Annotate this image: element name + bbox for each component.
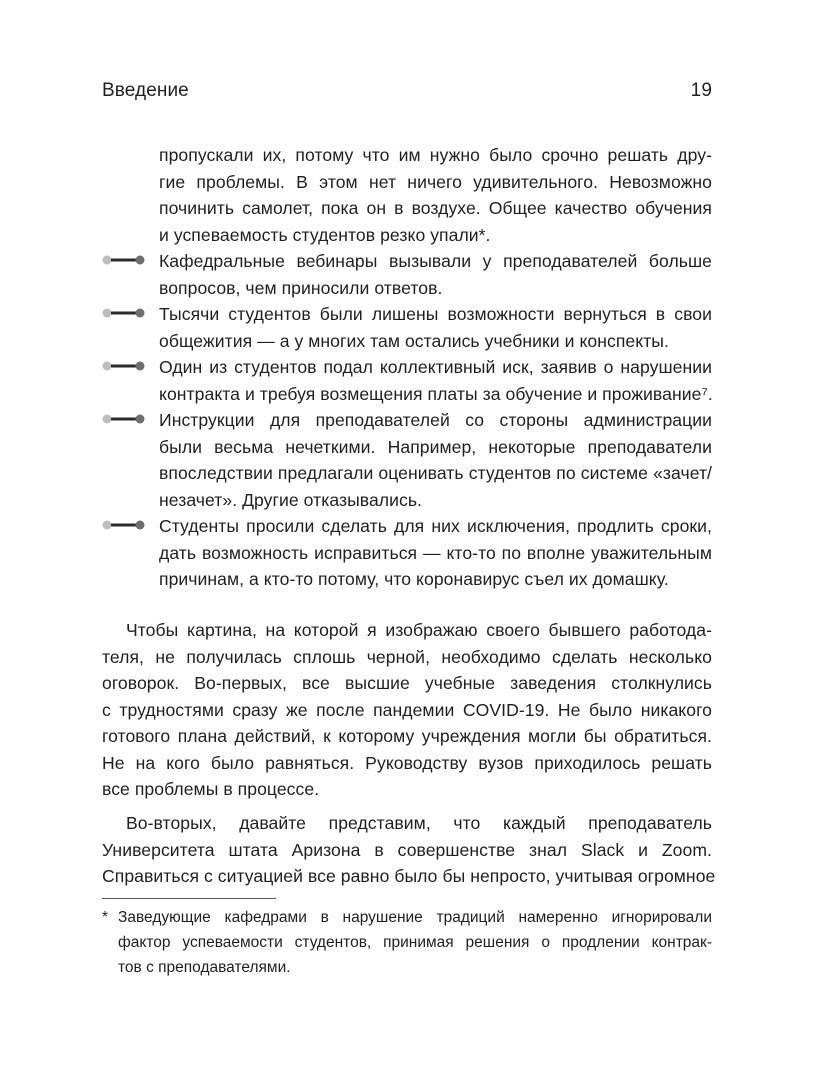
bullet-text-line: дать возможность исправиться — кто-то по вполне уважительным <box>159 542 712 563</box>
text-line: пропускали их, потому что им нужно было срочно решать дру- <box>159 145 712 165</box>
text-line: Во-вторых, давайте представим, что каждый преподаватель <box>126 813 712 833</box>
bullet-text-line: вопросов, чем приносили ответов. <box>159 277 443 298</box>
bullet-text-line: были весьма нечеткими. Например, некоторые преподаватели <box>159 436 712 457</box>
body-paragraph <box>102 810 716 890</box>
text-line: готового плана действий, к которому учреждения могли бы обратиться. <box>102 726 712 746</box>
bullet-dot-bar-icon <box>102 413 150 425</box>
bullet-text-line: Тысячи студентов были лишены возможности вернуться в свои <box>159 304 712 324</box>
text-line: и успеваемость студентов резко упали*. <box>159 224 491 245</box>
footnote-marker: * <box>102 909 109 926</box>
bullet-dot-bar-icon <box>102 360 150 372</box>
bullet-item <box>102 354 712 407</box>
bullet-dot-bar-icon <box>102 254 150 266</box>
text-line: Справиться с ситуацией все равно было бы непросто, учитывая огромное <box>102 866 716 886</box>
footnote-divider <box>102 898 276 899</box>
bullet-text-line: Один из студентов подал коллективный иск, заявив о нарушении <box>159 357 712 377</box>
text-line: гие проблемы. В этом нет ничего удивительного. Невозможно <box>159 171 712 192</box>
bullet-text-line: Инструкции для преподавателей со стороны администрации <box>159 410 712 430</box>
text-line: с трудностями сразу же после пандемии COVID-19. Не было никакого <box>102 699 712 720</box>
bullet-text-line: Студенты просили сделать для них исключения, продлить сроки, <box>159 516 712 536</box>
footnote-line: фактор успеваемости студентов, принимая решения о продлении контрак- <box>118 934 712 951</box>
page-number: 19 <box>690 80 712 101</box>
chapter-title: Введение <box>102 80 189 101</box>
bullet-item <box>102 248 712 301</box>
bullet-item <box>102 513 712 593</box>
bullet-item <box>102 407 712 513</box>
text-line: оговорок. Во-первых, все высшие учебные заведения столкнулись <box>102 673 712 693</box>
text-line: починить самолет, пока он в воздухе. Общее качество обучения <box>159 198 712 218</box>
bullet-dot-bar-icon <box>102 307 150 319</box>
bullet-intro-text <box>102 142 712 248</box>
text-line: Не на кого было равняться. Руководству вузов приходилось решать <box>102 752 712 773</box>
bullet-text-line: впоследствии предлагали оценивать студентов по системе «зачет/ <box>159 463 712 483</box>
running-header <box>102 80 712 102</box>
footnote <box>102 905 712 980</box>
footnote-line: Заведующие кафедрами в нарушение традиций намеренно игнорировали <box>118 909 712 926</box>
text-line: все проблемы в процессе. <box>102 779 320 799</box>
body-paragraph <box>102 617 712 803</box>
text-line: Университета штата Аризона в совершенстве знал Slack и Zoom. <box>102 839 712 860</box>
text-line: Чтобы картина, на которой я изображаю своего бывшего работода- <box>126 620 712 640</box>
bullet-section <box>102 142 712 593</box>
bullet-dot-bar-icon <box>102 519 150 531</box>
bullet-text-line: контракта и требуя возмещения платы за обучение и проживание⁷. <box>159 383 713 404</box>
bullet-text-line: причинам, а кто-то потому, что коронавирус съел их домашку. <box>159 569 669 589</box>
bullet-item <box>102 301 712 354</box>
bullet-text-line: Кафедральные вебинары вызывали у преподавателей больше <box>159 251 712 271</box>
bullet-text-line: общежития — а у многих там остались учебники и конспекты. <box>159 330 669 351</box>
text-line: теля, не получилась сплошь черной, необходимо сделать несколько <box>102 646 712 667</box>
bullet-text-line: незачет». Другие отказывались. <box>159 489 422 510</box>
footnote-line: тов с преподавателями. <box>118 959 291 976</box>
